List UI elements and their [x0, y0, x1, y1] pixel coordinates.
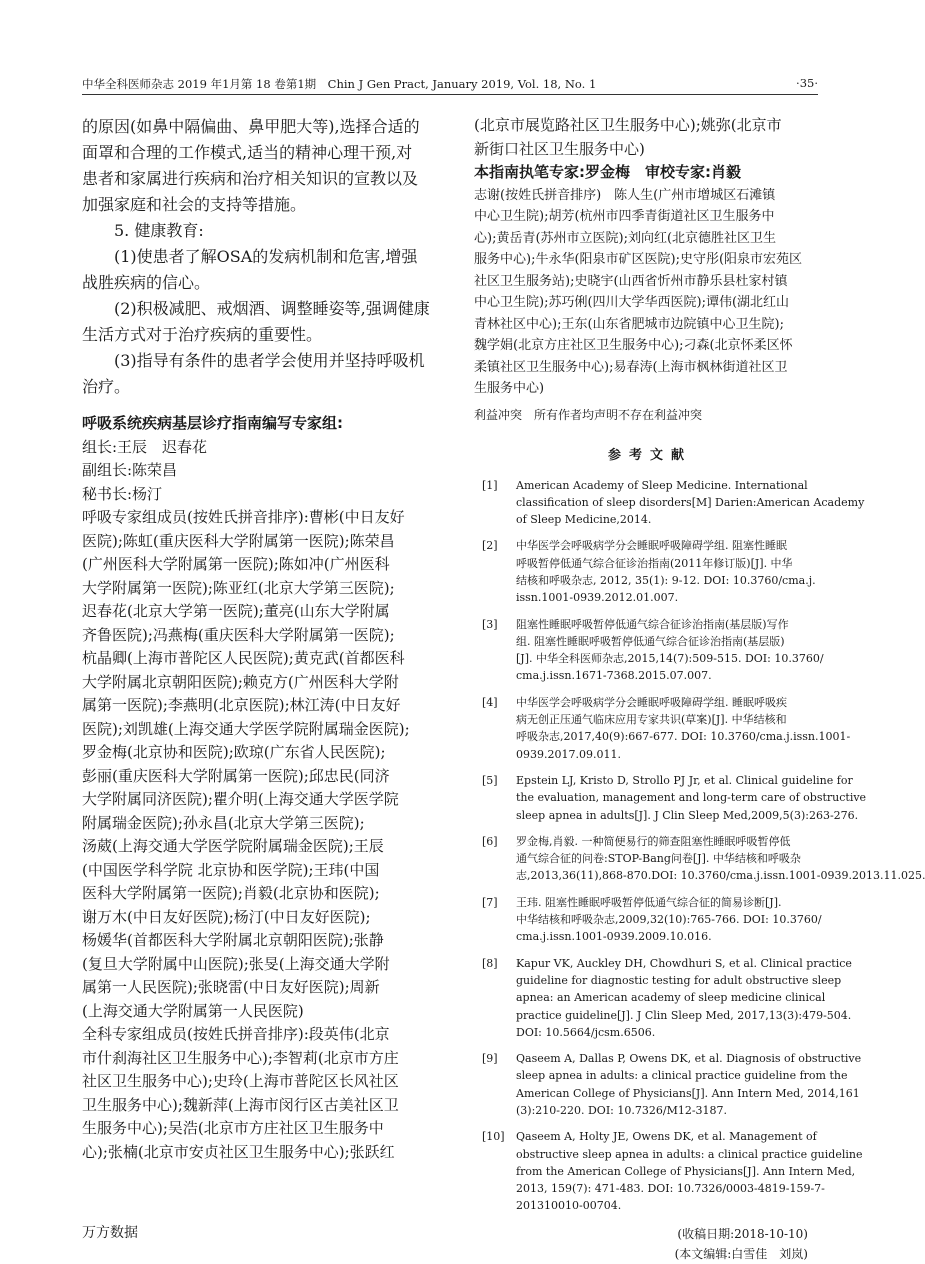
editor-credit: (本文编辑:白雪佳 刘岚) [674, 1246, 808, 1261]
list-item-line: 战胜疾病的信心。 [82, 273, 211, 292]
reference-line: apnea: an American academy of sleep medicine clinical [516, 991, 826, 1005]
text-line: 呼吸专家组成员(按姓氏拼音排序):曹彬(中日友好 [82, 508, 405, 526]
reference-line: 呼吸暂停低通气综合征诊治指南(2011年修订版)[J]. 中华 [516, 556, 793, 570]
text-line: 患者和家属进行疾病和治疗相关知识的宣教以及 [82, 169, 419, 188]
text-line: 面罩和合理的工作模式,适当的精神心理干预,对 [82, 143, 413, 162]
reference-number: [3] [482, 617, 498, 631]
text-line: 谢万木(中日友好医院);杨汀(中日友好医院); [82, 907, 371, 926]
reference-number: [5] [482, 773, 498, 787]
text-line: 全科专家组成员(按姓氏拼音排序):段英伟(北京 [82, 1025, 390, 1043]
text-line: 附属瑞金医院);孙永昌(北京大学第三医院); [82, 813, 365, 832]
reference-number: [10] [482, 1130, 505, 1144]
reference-line: classification of sleep disorders[M] Darien:American Academy [516, 495, 865, 509]
acknowledgements [474, 185, 826, 400]
text-line: 青林社区中心);王东(山东省肥城市边院镇中心卫生院); [474, 316, 784, 332]
reference-number: [7] [482, 895, 498, 909]
journal-citation: 中华全科医师杂志 2019 年1月第 18 卷第1期 Chin J Gen Pract, January 2019, Vol. 18, No. 1 [82, 77, 597, 91]
text-line: 医科大学附属第一医院);肖毅(北京协和医院); [82, 884, 380, 902]
group-secretary: 秘书长:杨汀 [82, 484, 163, 503]
gp-experts [82, 1023, 434, 1164]
reference-line: guideline for diagnostic testing for adult obstructive sleep [516, 973, 842, 987]
text-line: 心);张楠(北京市安贞社区卫生服务中心);张跃红 [82, 1142, 395, 1161]
reference-line: 志,2013,36(11),868-870.DOI: 10.3760/cma.j.issn.1001-0939.2013.11.025. [516, 869, 925, 883]
reference-line: from the American College of Physicians[J]. Ann Intern Med, [516, 1164, 856, 1178]
reference-line: 病无创正压通气临床应用专家共识(草案)[J]. 中华结核和 [516, 713, 787, 727]
expert-group-section [82, 412, 434, 506]
watermark-text: 万方数据 [82, 1225, 138, 1241]
reference-line: American Academy of Sleep Medicine. International [516, 478, 808, 492]
text-line: 齐鲁医院);冯燕梅(重庆医科大学附属第一医院); [82, 625, 395, 644]
authors-line: 本指南执笔专家:罗金梅 审校专家:肖毅 [474, 163, 741, 181]
reference-line: Epstein LJ, Kristo D, Strollo PJ Jr, et al. Clinical guideline for [516, 773, 853, 787]
group-leader: 组长:王辰 迟春花 [82, 437, 208, 456]
reference-item [474, 694, 851, 763]
text-line: (复旦大学附属中山医院);张旻(上海交通大学附 [82, 954, 390, 973]
reference-item [474, 477, 865, 529]
text-line: 杭晶卿(上海市普陀区人民医院);黄克武(首都医科 [82, 649, 405, 667]
conflict-of-interest: 利益冲突 所有作者均声明不存在利益冲突 [474, 407, 703, 422]
received-date: (收稿日期:2018-10-10) [677, 1226, 808, 1241]
text-line: 彭丽(重庆医科大学附属第一医院);邱忠民(同济 [82, 766, 390, 785]
reference-number: [8] [482, 956, 498, 970]
respiratory-experts [82, 506, 434, 1023]
list-item-line: (2)积极减肥、戒烟酒、调整睡姿等,强调健康 [114, 299, 430, 318]
reference-number: [6] [482, 834, 498, 848]
group-vice-leader: 副组长:陈荣昌 [82, 461, 178, 479]
text-line: 大学附属第一医院);陈亚红(北京大学第三医院); [82, 578, 395, 597]
text-line: 加强家庭和社会的支持等措施。 [82, 195, 307, 214]
expert-group-title: 呼吸系统疾病基层诊疗指南编写专家组: [82, 414, 344, 432]
reference-line: obstructive sleep apnea in adults: a clinical practice guideline [516, 1147, 863, 1161]
right-column [474, 114, 925, 1264]
reference-line: Kapur VK, Auckley DH, Chowdhuri S, et al. Clinical practice [516, 956, 852, 970]
text-line: 中心卫生院);苏巧俐(四川大学华西医院);谭伟(湖北红山 [474, 295, 790, 310]
text-line: 医院);陈虹(重庆医科大学附属第一医院);陈荣昌 [82, 531, 395, 550]
reference-number: [2] [482, 539, 498, 553]
reference-item [474, 1050, 862, 1119]
text-line: (中国医学科学院 北京协和医学院);王玮(中国 [82, 860, 380, 879]
page-number: ·35· [796, 76, 818, 90]
reference-item [474, 894, 826, 946]
reference-line: 201310010-00704. [516, 1199, 622, 1213]
reference-item [474, 537, 826, 606]
reference-line: 组. 阻塞性睡眠呼吸暂停低通气综合征诊治指南(基层版) [516, 634, 785, 648]
reference-line: 中华结核和呼吸杂志,2009,32(10):765-766. DOI: 10.3760/ [516, 913, 822, 927]
reference-line: issn.1001-0939.2012.01.007. [516, 591, 679, 605]
list-item-line: 生活方式对于治疗疾病的重要性。 [82, 325, 323, 344]
running-header [82, 74, 818, 95]
reference-line: the evaluation, management and long-term care of obstructive [516, 791, 867, 805]
text-line: 汤葳(上海交通大学医学院附属瑞金医院);王辰 [82, 837, 384, 855]
reference-item [474, 616, 826, 685]
reference-item [474, 772, 867, 824]
text-line: 卫生服务中心);魏新萍(上海市闵行区古美社区卫 [82, 1095, 399, 1114]
reference-line: 2013, 159(7): 471-483. DOI: 10.7326/0003-4819-159-7- [516, 1182, 825, 1196]
text-line: 生服务中心) [474, 381, 545, 396]
references-title: 参考文献 [607, 447, 692, 463]
text-line: 柔镇社区卫生服务中心);易春涛(上海市枫林街道社区卫 [474, 359, 788, 375]
reference-line: sleep apnea in adults[J]. J Clin Sleep Med,2009,5(3):263-276. [516, 808, 859, 822]
reference-line: 王玮. 阻塞性睡眠呼吸暂停低通气综合征的简易诊断[J]. [516, 895, 782, 909]
text-line: (广州医科大学附属第一医院);陈如冲(广州医科 [82, 555, 390, 573]
text-line: 心);黄岳青(苏州市立医院);刘向红(北京德胜社区卫生 [474, 230, 777, 246]
reference-line: practice guideline[J]. J Clin Sleep Med, 2017,13(3):479-504. [516, 1008, 852, 1022]
text-line: 社区卫生服务站);史晓宇(山西省忻州市静乐县杜家村镇 [474, 273, 788, 289]
reference-line: 中华医学会呼吸病学分会睡眠呼吸障碍学组. 睡眠呼吸疾 [516, 695, 787, 709]
reference-number: [4] [482, 695, 498, 709]
reference-line: sleep apnea in adults: a clinical practice guideline from the [516, 1069, 848, 1083]
text-line: (北京市展览路社区卫生服务中心);姚弥(北京市 [474, 116, 782, 134]
section-heading: 5. 健康教育: [114, 221, 204, 240]
text-line: 魏学娟(北京方庄社区卫生服务中心);刁森(北京怀柔区怀 [474, 338, 793, 353]
reference-line: (3):210-220. DOI: 10.7326/M12-3187. [516, 1104, 728, 1117]
reference-line: of Sleep Medicine,2014. [516, 513, 652, 527]
reference-line: 结核和呼吸杂志, 2012, 35(1): 9-12. DOI: 10.3760/cma.j. [516, 573, 816, 587]
reference-line: 0939.2017.09.011. [516, 747, 621, 761]
reference-line: DOI: 10.5664/jcsm.6506. [516, 1025, 656, 1039]
gp-experts-continued [474, 114, 826, 185]
continuation-paragraph [82, 114, 434, 218]
list-item-line: 治疗。 [82, 377, 131, 396]
reference-number: [9] [482, 1052, 498, 1066]
reference-line: 中华医学会呼吸病学分会睡眠呼吸障碍学组. 阻塞性睡眠 [516, 539, 787, 553]
text-line: 新街口社区卫生服务中心) [474, 139, 645, 158]
text-line: 医院);刘凯雄(上海交通大学医学院附属瑞金医院); [82, 719, 410, 738]
list-item-line: (3)指导有条件的患者学会使用并坚持呼吸机 [114, 351, 425, 370]
reference-line: cma.j.issn.1671-7368.2015.07.007. [516, 669, 712, 683]
text-line: 志谢(按姓氏拼音排序) 陈人生(广州市增城区石滩镇 [474, 187, 776, 203]
text-line: 的原因(如鼻中隔偏曲、鼻甲肥大等),选择合适的 [82, 117, 420, 136]
text-line: 迟春花(北京大学第一医院);董亮(山东大学附属 [82, 602, 390, 620]
list-item-line: (1)使患者了解OSA的发病机制和危害,增强 [114, 247, 418, 266]
text-line: 社区卫生服务中心);史玲(上海市普陀区长风社区 [82, 1072, 399, 1090]
text-line: 罗金梅(北京协和医院);欧琼(广东省人民医院); [82, 743, 386, 761]
reference-line: [J]. 中华全科医师杂志,2015,14(7):509-515. DOI: 10.3760/ [516, 652, 824, 666]
text-line: 生服务中心);吴浩(北京市方庄社区卫生服务中 [82, 1119, 384, 1137]
reference-number: [1] [482, 478, 498, 492]
text-line: 属第一人民医院);张晓雷(中日友好医院);周新 [82, 978, 380, 996]
left-column [82, 114, 434, 1164]
reference-item [474, 955, 852, 1041]
reference-line: Qaseem A, Dallas P, Owens DK, et al. Diagnosis of obstructive [516, 1052, 862, 1066]
text-line: 杨媛华(首都医科大学附属北京朝阳医院);张静 [82, 931, 384, 949]
reference-line: 呼吸杂志,2017,40(9):667-677. DOI: 10.3760/cma.j.issn.1001- [516, 730, 851, 744]
text-line: 大学附属北京朝阳医院);赖克方(广州医科大学附 [82, 672, 399, 691]
text-line: 服务中心);牛永华(阳泉市矿区医院);史守彤(阳泉市宏苑区 [474, 252, 803, 267]
text-line: 中心卫生院);胡芳(杭州市四季青街道社区卫生服务中 [474, 209, 775, 224]
reference-item [474, 1128, 863, 1214]
reference-line: cma.j.issn.1001-0939.2009.10.016. [516, 930, 712, 944]
reference-line: 阻塞性睡眠呼吸暂停低通气综合征诊治指南(基层版)写作 [516, 617, 789, 631]
text-line: 属第一医院);李燕明(北京医院);林江涛(中日友好 [82, 696, 401, 714]
reference-list [474, 477, 925, 1215]
health-education-section [82, 218, 434, 400]
reference-item [474, 833, 925, 885]
text-line: 大学附属同济医院);瞿介明(上海交通大学医学院 [82, 790, 399, 808]
reference-line: 罗金梅,肖毅. 一种简便易行的筛查阻塞性睡眠呼吸暂停低 [516, 834, 791, 848]
text-line: (上海交通大学附属第一人民医院) [82, 1001, 304, 1020]
text-line: 市什刹海社区卫生服务中心);李智莉(北京市方庄 [82, 1048, 399, 1067]
reference-line: 通气综合征的问卷:STOP-Bang问卷[J]. 中华结核和呼吸杂 [516, 852, 801, 866]
reference-line: American College of Physicians[J]. Ann Intern Med, 2014,161 [516, 1086, 860, 1100]
reference-line: Qaseem A, Holty JE, Owens DK, et al. Management of [516, 1130, 817, 1144]
